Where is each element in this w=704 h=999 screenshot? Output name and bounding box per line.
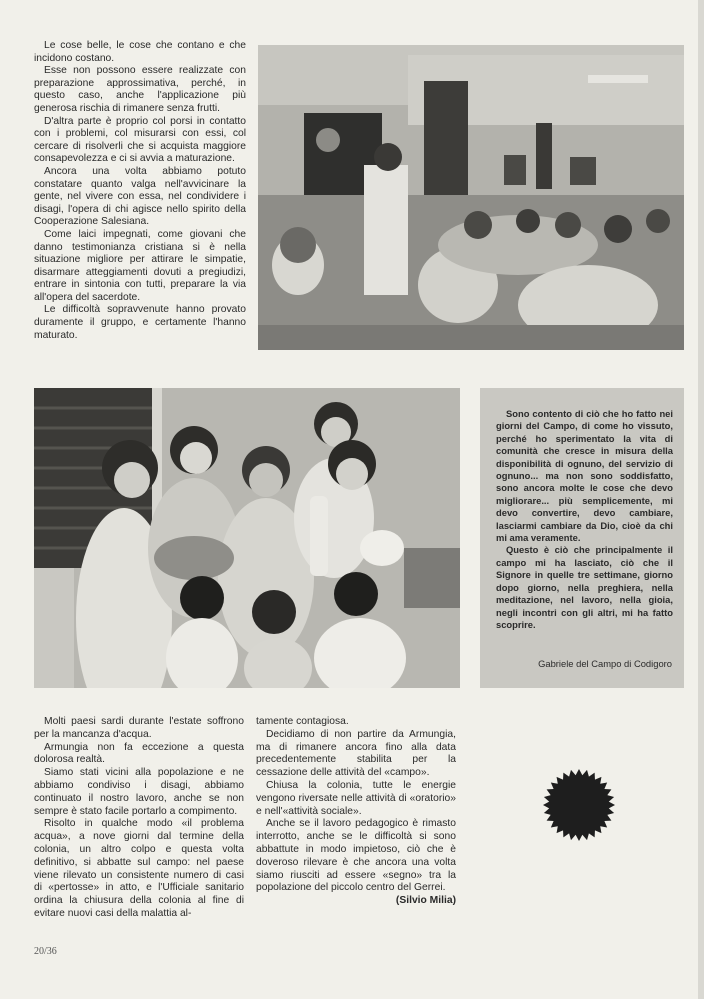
body-paragraph: Risolto in qualche modo «il problema acqua», a nove giorni dal termine della colonia, un altro colpo e questa volta definitivo, si abbatte sul campo: nel paese viene rilevato un consistente numero di casi di «pertosse» in atto, e l'Ufficiale sanitario ordina la chiusura della colonia al fine di evitare nuovi casi della malattia al- [34, 818, 244, 919]
body-paragraph: Siamo stati vicini alla popolazione e ne abbiamo condiviso i disagi, abbiamo continuato il nostro lavoro, anche se non sempre è stato facile portarlo a compimento. [34, 767, 244, 817]
intro-paragraph: Le difficoltà sopravvenute hanno provato duramente il gruppo, e certamente l'hanno maturato. [34, 304, 246, 341]
quote-paragraph: Sono contento di ciò che ho fatto nei giorni del Campo, di come ho vissuto, perché ho sperimentato la vita di comunità che cresce in misura della disponibilità di ognuno, del servizio di ognuno... ma non sono soddisfatto, sono ancora molte le cose che devo migliorare... più semplicemente, mi devo convertire, devo cambiare, lasciarmi cambiare da Dio, cioè da chi mi ama veramente. [496, 408, 673, 544]
intro-paragraph: Come laici impegnati, come giovani che danno testimonianza cristiana si è nella situazione migliore per attirare le simpatie, disarmare atteggiamenti dovuti a pregiudizi, entrare in sintonia con tutti, preparare la via all'opera del sacerdote. [34, 228, 246, 303]
intro-paragraph: Esse non possono essere realizzate con preparazione approssimativa, perché, in questo caso, anche l'applicazione più generosa rischia di rimanere senza frutti. [34, 65, 246, 114]
starburst-icon [542, 768, 616, 842]
intro-text-column [34, 40, 246, 342]
intro-paragraph: Le cose belle, le cose che contano e che incidono costano. [34, 40, 246, 64]
article-signature: (Silvio Milia) [395, 895, 456, 907]
body-paragraph: Chiusa la colonia, tutte le energie vengono riversate nelle attività di «oratorio» e nell'«attività sociale». [256, 779, 456, 817]
portrait-illustration [34, 388, 460, 688]
body-paragraph: tamente contagiosa. [256, 716, 349, 727]
page-number: 20/36 [34, 946, 57, 957]
bottom-left-column [34, 716, 244, 921]
body-paragraph: Anche se il lavoro pedagogico è rimasto interrotto, anche se le difficoltà si sono abbattute in modo impietoso, ciò che è doveroso rilevare è che ancora una volta siamo riusciti ad essere «segno» tra la popolazione del piccolo centro del Gerrei. [256, 818, 456, 894]
body-paragraph: Molti paesi sardi durante l'estate soffrono per la mancanza d'acqua. [34, 716, 244, 740]
intro-paragraph: D'altra parte è proprio col porsi in contatto con i problemi, col misurarsi con essi, col cercare di risolverli che si acquista maggiore consapevolezza e ci si avvia a maturazione. [34, 115, 246, 165]
quote-signature: Gabriele del Campo di Codigoro [538, 658, 672, 669]
testimony-quote [496, 408, 673, 631]
body-paragraph: Armungia non fa eccezione a questa dolorosa realtà. [34, 741, 244, 766]
bottom-middle-column [256, 716, 456, 908]
quote-paragraph: Questo è ciò che principalmente il campo mi ha lasciato, ciò che il Signore in quelle tre settimane, giorno dopo giorno, nella preghiera, nella meditazione, nel lavoro, nella gioia, negli incontri con gli altri, mi ha fatto scoprire. [496, 544, 673, 630]
page-edge [698, 0, 704, 999]
group-dining-hall-photo [258, 45, 684, 350]
intro-paragraph: Ancora una volta abbiamo potuto constatare quanto valga nell'avvicinare la gente, nel vivere con essa, nel condividere i disagi, l'opera di chi agisce nello spirito della Cooperazione Salesiana. [34, 165, 246, 228]
group-portrait-photo [34, 388, 460, 688]
body-paragraph: Decidiamo di non partire da Armungia, ma di rimanere ancora fino alla data precedentemente stabilita per la cessazione delle attività del «campo». [256, 728, 456, 779]
dining-hall-illustration [258, 45, 684, 350]
